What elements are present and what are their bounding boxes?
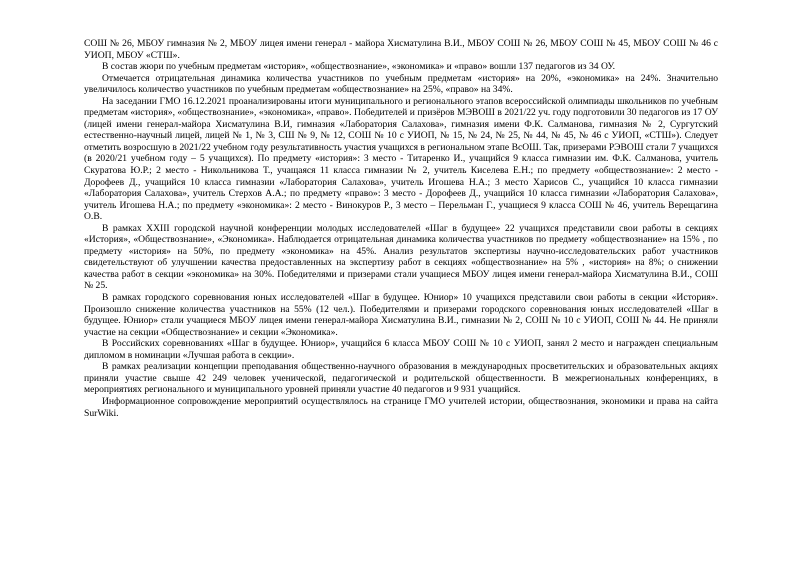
paragraph-olympiad-results: На заседании ГМО 16.12.2021 проанализированы итоги муниципального и регионального этапов всероссийской олимпиады школьников по учебным предметам «история», «обществознание», «экономика», «право». Победителей и призёров МЭВОШ в 2021/22 уч. году подготовили 30 педагогов из 17 ОУ (лицей имени генерал-майора Хисматулина В.И, гимназия «Лаборатория Салахова», гимназия имени Ф.К. Салманова, гимназия № 2, Сургутский естественно-научный лицей, лицей № 1, № 3, СШ № 9, № 12, СОШ № 10 с УИОП, № 15, № 24, № 25, № 44, № 45, № 46 с УИОП, «СТШ»). Следует отметить возросшую в 2021/22 учебном году результативность участия учащихся в региональном этапе ВсОШ. Так, призерами РЭВОШ стали 7 учащихся (в 2020/21 учебном году – 5 учащихся). По предмету «история»: 3 место - Титаренко И., учащийся 9 класса гимназии им. Ф.К. Салманова, учитель Скуратова Ю.Р.; 2 место - Никольникова Т., учащаяся 11 класса гимназии № 2, учитель Киселева Е.Н.; по предмету «обществознание»: 2 место - Дорофеев Д., учащийся 10 класса гимназии «Лаборатория Салахова», учитель Игошева Н.А.; 3 место Харисов С., учащийся 10 класса гимназии «Лаборатория Салахова», учитель Стерхов А.А.; по предмету «право»: 3 место - Дорофеев Д., учащийся 10 класса гимназии «Лаборатория Салахова», учитель Игошева Н.А.; по предмету «экономика»: 2 место - Винокуров Р., 3 место – Перельман Г., учащиеся 9 класса СОШ № 46, учитель Верещагина О.В.	[84, 95, 718, 223]
paragraph-junior-competition: В рамках городского соревнования юных исследователей «Шаг в будущее. Юниор» 10 учащихся представили свои работы в секции «История». Произошло снижение количества участников на 55% (12 чел.). Победителями и призерами городского соревнования юных исследователей «Шаг в будущее. Юниор» стали учащиеся МБОУ лицея имени генерал-майора Хисматулина В.И., гимназии № 2, СОШ № 10 с УИОП, СОШ № 44. Не приняли участие на секции «Обществознание» и секции «Экономика».	[84, 292, 718, 338]
paragraph-concept-implementation: В рамках реализации концепции преподавания общественно-научного образования в международных просветительских и образовательных акциях приняли участие свыше 42 249 человек ученической, педагогической и родительской общественности. В межрегиональных конференциях, в мероприятиях регионального и муниципального уровней приняли участие 40 педагогов и 9 931 учащийся.	[84, 361, 718, 396]
paragraph-information-support: Информационное сопровождение мероприятий осуществлялось на странице ГМО учителей истории, обществознания, экономики и права на сайта SurWiki.	[84, 395, 718, 419]
paragraph-jury: В состав жюри по учебным предметам «история», «обществознание», «экономика» и «право» вошли 137 педагогов из 34 ОУ.	[102, 61, 615, 73]
paragraph-conference: В рамках XXIII городской научной конференции молодых исследователей «Шаг в будущее» 22 учащихся представили свои работы в секциях «История», «Обществознание», «Экономика». Наблюдается отрицательная динамика количества участников по предмету «обществознание» на 15% , по предмету «история» на 50%, по предмету «экономика» на 45%. Анализ результатов экспертизы научно-исследовательских работ участников свидетельствуют об улучшении качества предоставленных на экспертизу работ в секциях «обществознание» на 5% , «история» на 8%; о снижении качества работ в секции «экономика» на 30%. Победителями и призерами стали учащиеся МБОУ лицея имени генерал-майора Хисматулина В.И., СОШ № 25.	[84, 222, 718, 292]
document-page	[84, 38, 718, 419]
paragraph-schools-list: СОШ № 26, МБОУ гимназия № 2, МБОУ лицея имени генерал - майора Хисматулина В.И., МБОУ СОШ № 26, МБОУ СОШ № 45, МБОУ СОШ № 46 с УИОП, МБОУ «СТШ».	[84, 38, 718, 61]
paragraph-participant-dynamics: Отмечается отрицательная динамика количества участников по учебным предметам «история» на 20%, «экономика» на 24%. Значительно увеличилось количество участников по учебным предметам «обществознание» на 25%, «право» на 34%.	[84, 72, 718, 96]
paragraph-russian-competition: В Российских соревнованиях «Шаг в будущее. Юниор», учащийся 6 класса МБОУ СОШ № 10 с УИОП, занял 2 место и награжден специальным дипломом в номинации «Лучшая работа в секции».	[84, 338, 718, 361]
